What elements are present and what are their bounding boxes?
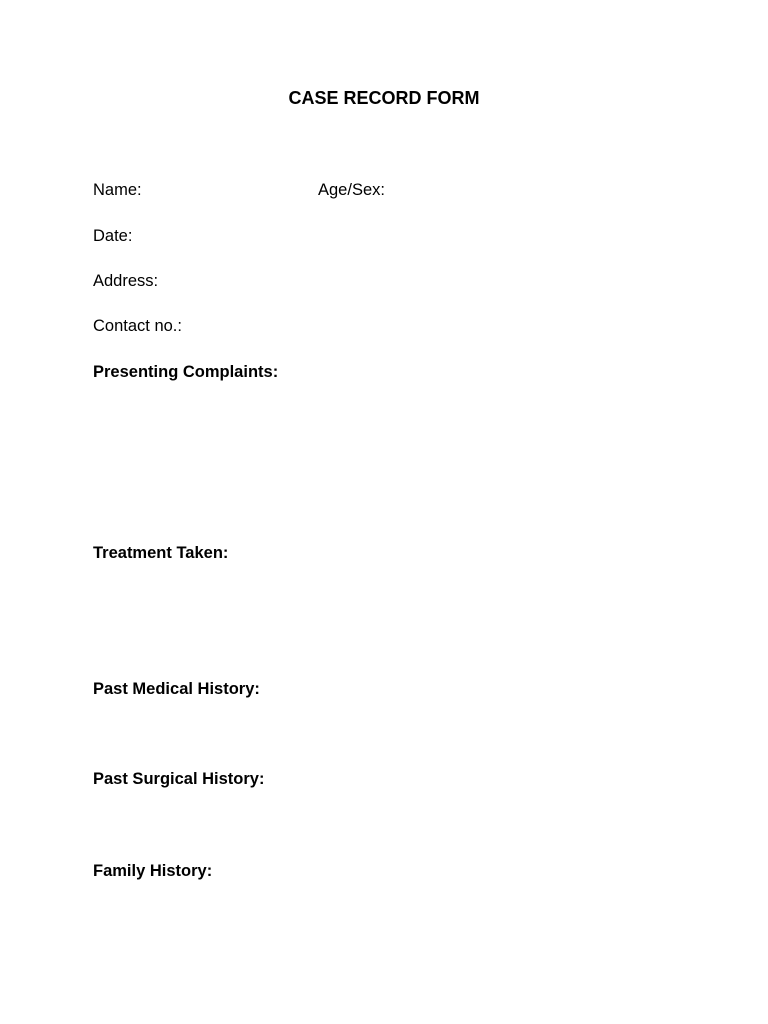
past-medical-history-heading: Past Medical History: xyxy=(93,680,260,698)
presenting-complaints-heading: Presenting Complaints: xyxy=(93,363,279,381)
age-sex-label: Age/Sex: xyxy=(318,181,385,199)
name-label: Name: xyxy=(93,181,142,199)
form-title: CASE RECORD FORM xyxy=(288,88,480,108)
past-surgical-history-heading: Past Surgical History: xyxy=(93,770,265,788)
contact-number-label: Contact no.: xyxy=(93,317,182,335)
family-history-heading: Family History: xyxy=(93,862,213,880)
address-label: Address: xyxy=(93,272,159,290)
date-label: Date: xyxy=(93,227,133,245)
treatment-taken-heading: Treatment Taken: xyxy=(93,544,229,562)
